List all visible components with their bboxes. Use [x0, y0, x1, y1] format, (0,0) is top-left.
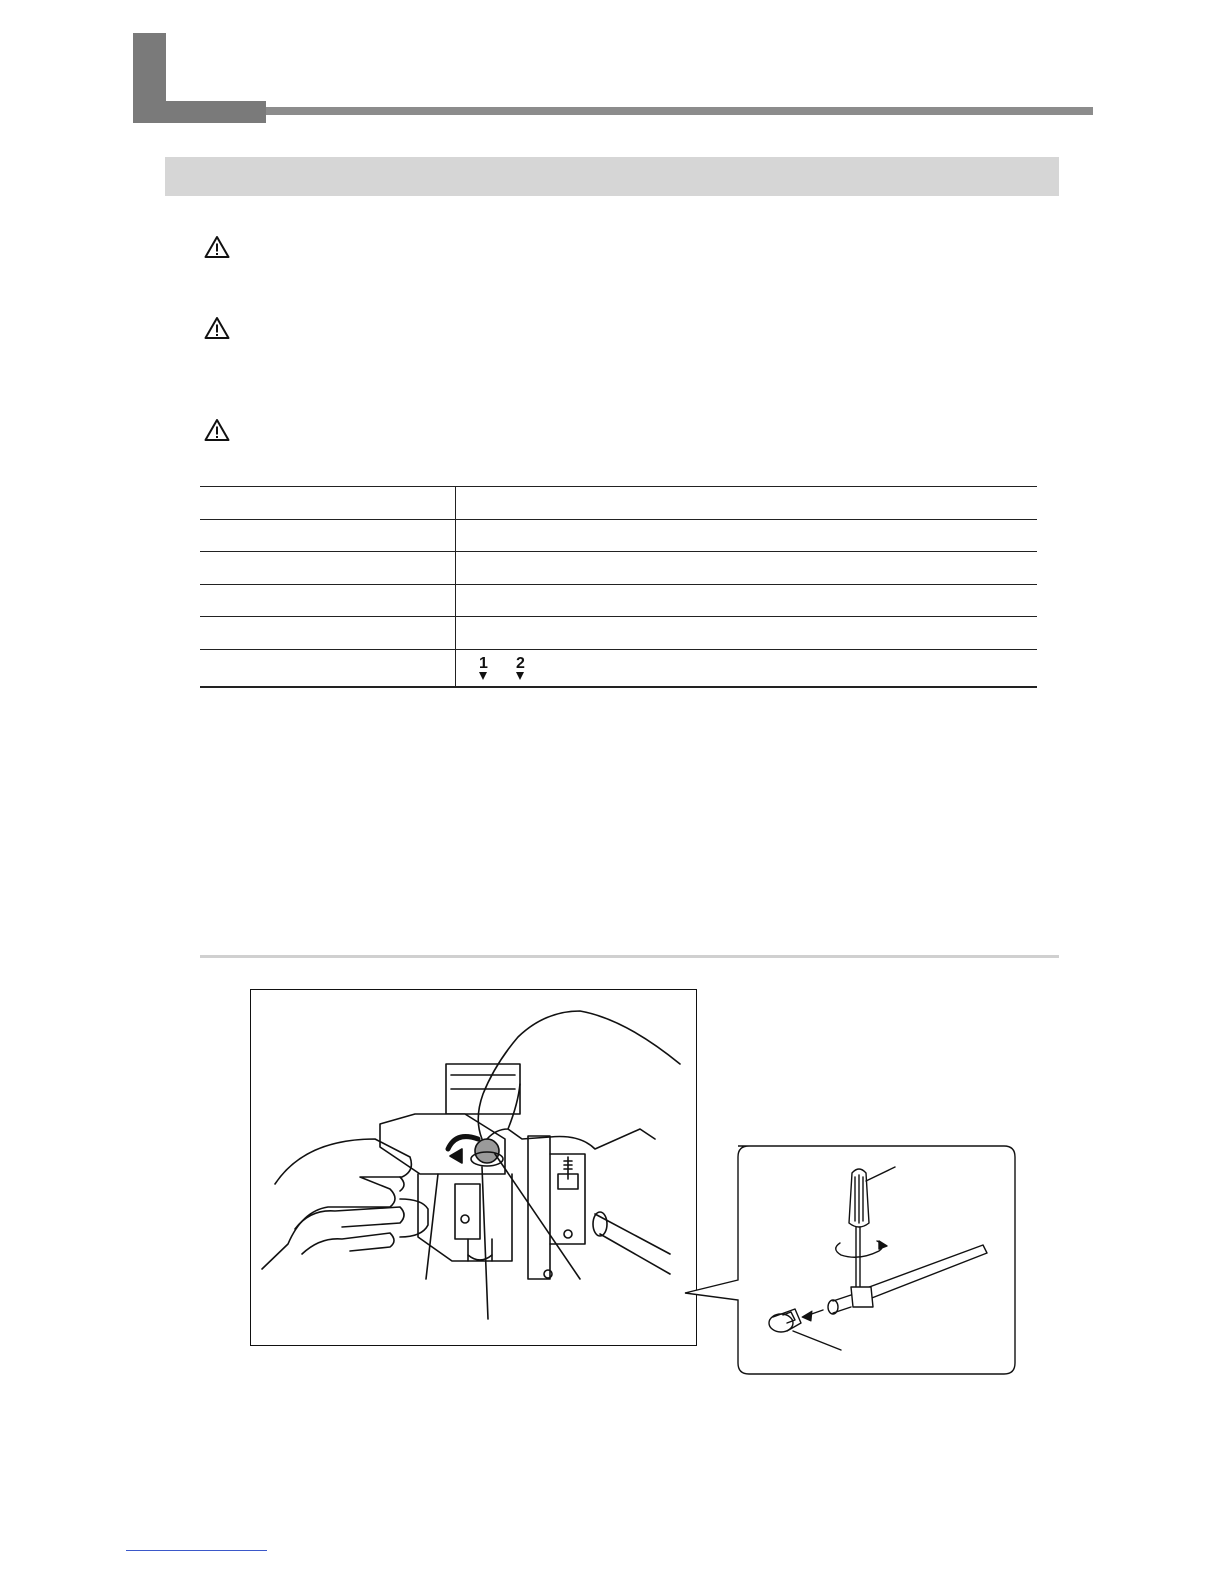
- table-row: [200, 584, 1037, 617]
- step-down-arrow-icon: [516, 672, 524, 680]
- table-row: [200, 616, 1037, 649]
- blade-holder-removal-illustration: [250, 989, 697, 1346]
- header-rule: [266, 107, 1093, 115]
- chapter-tab-notch: [166, 33, 266, 101]
- step-sequence: [478, 655, 538, 681]
- section-title-bar: [165, 157, 1059, 196]
- table-row: [200, 486, 1037, 519]
- step-number: 2: [516, 655, 525, 672]
- footer-link-underline[interactable]: [126, 1550, 267, 1551]
- table-row: [200, 519, 1037, 552]
- table-row: [200, 649, 1037, 688]
- warning-icon: [204, 316, 230, 340]
- warning-icon: [204, 235, 230, 259]
- step-down-arrow-icon: [479, 672, 487, 680]
- screwdriver-detail-illustration: [683, 1145, 1016, 1375]
- section-divider: [200, 955, 1059, 958]
- table-column-divider: [455, 486, 456, 688]
- step-number: 1: [479, 655, 488, 672]
- warning-icon: [204, 418, 230, 442]
- table-row: [200, 551, 1037, 584]
- spec-table: [200, 486, 1037, 688]
